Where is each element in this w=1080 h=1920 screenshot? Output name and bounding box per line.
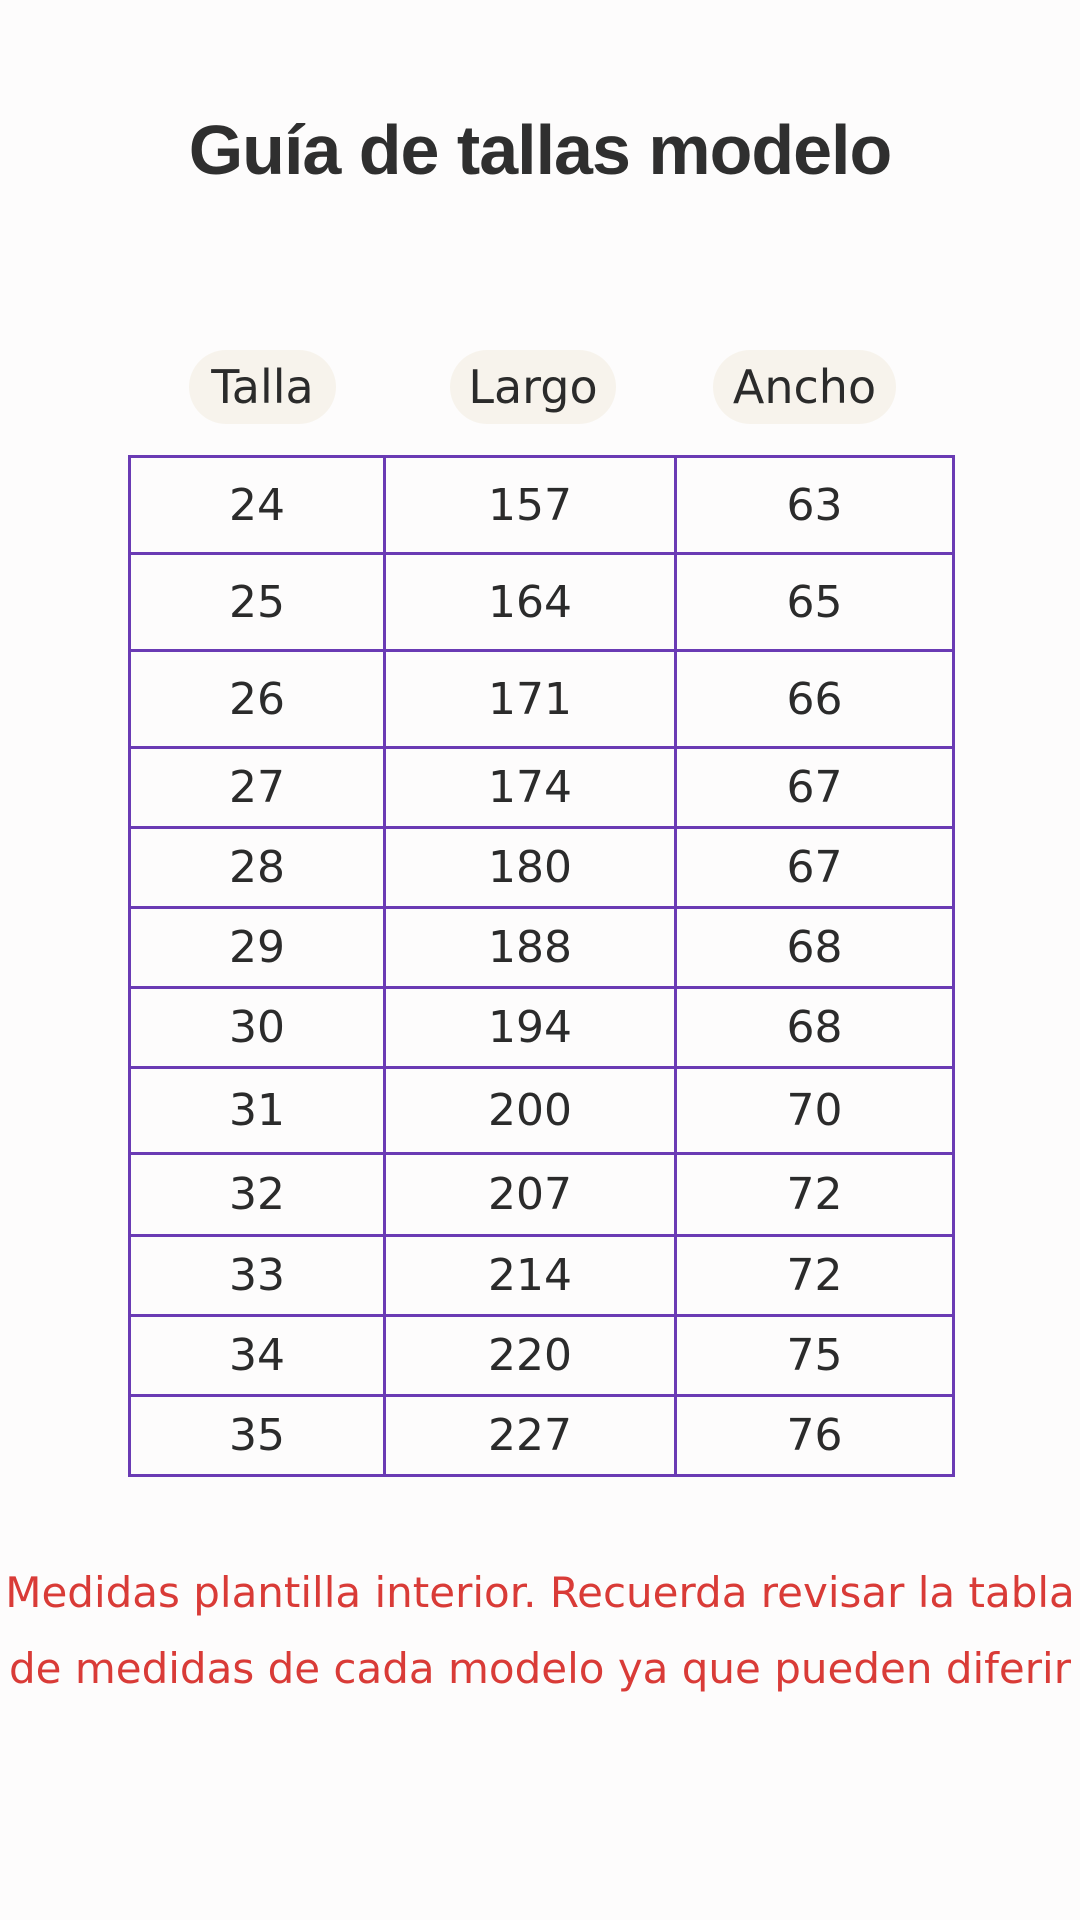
disclaimer-note: Medidas plantilla interior. Recuerda revisar la tabla de medidas de cada modelo ya que pueden diferir [5,1568,1075,1693]
table-cell-ancho: 67 [676,748,954,828]
column-header-largo: Largo [450,350,616,424]
size-table [128,455,955,1477]
table-row [130,457,954,554]
table-cell-talla: 29 [130,908,385,988]
table-cell-largo: 220 [385,1316,676,1396]
table-cell-talla: 26 [130,651,385,748]
page-title: Guía de tallas modelo [188,111,892,189]
table-row [130,1154,954,1236]
table-cell-ancho: 72 [676,1154,954,1236]
table-row [130,1316,954,1396]
table-cell-largo: 157 [385,457,676,554]
table-row [130,828,954,908]
table-cell-talla: 34 [130,1316,385,1396]
table-cell-talla: 24 [130,457,385,554]
table-row [130,1236,954,1316]
table-cell-ancho: 63 [676,457,954,554]
column-header-talla: Talla [189,350,336,424]
table-cell-talla: 25 [130,554,385,651]
table-cell-ancho: 75 [676,1316,954,1396]
table-cell-largo: 227 [385,1396,676,1476]
table-row [130,748,954,828]
table-row [130,651,954,748]
table-cell-ancho: 67 [676,828,954,908]
table-row [130,1068,954,1154]
table-cell-talla: 28 [130,828,385,908]
table-cell-ancho: 70 [676,1068,954,1154]
table-cell-ancho: 68 [676,908,954,988]
column-header-ancho: Ancho [713,350,896,424]
table-cell-largo: 164 [385,554,676,651]
table-cell-largo: 180 [385,828,676,908]
table-cell-talla: 35 [130,1396,385,1476]
table-cell-ancho: 65 [676,554,954,651]
table-cell-largo: 188 [385,908,676,988]
table-row [130,908,954,988]
table-cell-largo: 174 [385,748,676,828]
table-row [130,988,954,1068]
table-row [130,554,954,651]
table-cell-largo: 200 [385,1068,676,1154]
table-cell-largo: 194 [385,988,676,1068]
table-cell-largo: 214 [385,1236,676,1316]
table-cell-talla: 30 [130,988,385,1068]
table-cell-largo: 207 [385,1154,676,1236]
table-cell-largo: 171 [385,651,676,748]
table-row [130,1396,954,1476]
table-cell-talla: 32 [130,1154,385,1236]
table-cell-talla: 33 [130,1236,385,1316]
table-cell-talla: 31 [130,1068,385,1154]
table-cell-talla: 27 [130,748,385,828]
table-cell-ancho: 68 [676,988,954,1068]
table-cell-ancho: 76 [676,1396,954,1476]
table-cell-ancho: 66 [676,651,954,748]
table-cell-ancho: 72 [676,1236,954,1316]
